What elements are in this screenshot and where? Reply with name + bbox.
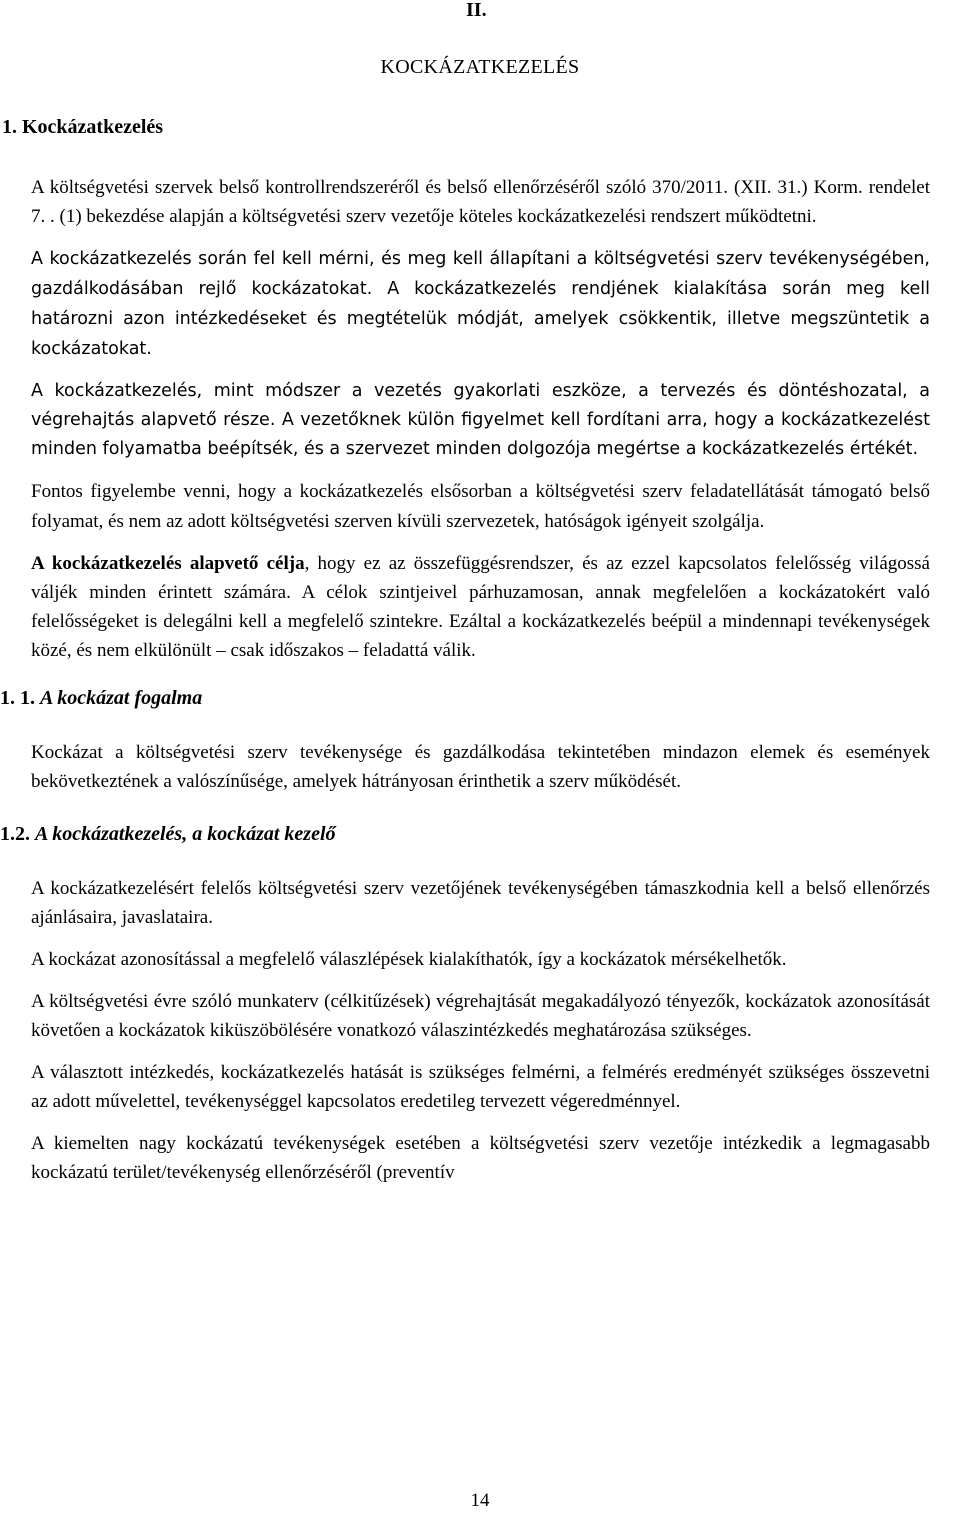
paragraph-legal-basis: A költségvetési szervek belső kontrollrendszeréről és belső ellenőrzéséről szóló 370/2011. (XII. 31.) Korm. rendelet 7. . (1) bekezdése alapján a költségvetési szerv vezetője köteles kockázatkezelési rendszert működtetni. (31, 177, 930, 227)
goal-emphasis: A kockázatkezelés alapvető célja (31, 553, 305, 574)
subsection-number: 1. 1. (0, 687, 35, 709)
subsection-title: A kockázat fogalma (40, 687, 203, 709)
paragraph-goal (31, 549, 930, 665)
section-heading: 1. Kockázatkezelés (2, 116, 164, 138)
chapter-number: II. (466, 0, 487, 21)
page-number: 14 (470, 1490, 490, 1511)
subsection-heading-1-2 (0, 820, 930, 849)
subsection-number: 1.2. (0, 823, 30, 845)
chapter-title: KOCKÁZATKEZELÉS (380, 56, 580, 78)
paragraph-assessment: A kockázatkezelés során fel kell mérni, és meg kell állapítani a költségvetési szerv tevékenységében, gazdálkodásában rejlő kockázatokat. A kockázatkezelés rendjének kialakítása során meg kell határozni azon intézkedéseket és megtételük módját, amelyek csökkentik, illetve megszüntetik a kockázatokat. (31, 249, 930, 359)
paragraph-effect: A választott intézkedés, kockázatkezelés hatását is szükséges felmérni, a felmérés eredményét szükséges összevetni az adott művelettel, tevékenységgel kapcsolatos eredetileg tervezett végeredménnyel. (31, 1062, 930, 1112)
subsection-heading-1-1 (0, 684, 930, 713)
document-body (0, 173, 930, 1200)
paragraph-internal-process-text: Fontos figyelembe venni, hogy a kockázatkezelés elsősorban a költségvetési szerv feladatellátását támogató belső folyamat, és nem az adott költségvetési szerven kívüli szervezetek, hatóságok igényeit szolgálja. (31, 481, 930, 532)
paragraph-internal-process (31, 477, 930, 536)
paragraph-risk-definition: Kockázat a költségvetési szerv tevékenysége és gazdálkodása tekintetében mindazon elemek és események bekövetkeztének a valószínűsége, amelyek hátrányosan érinthetik a szerv működését. (31, 742, 930, 792)
paragraph-workplan: A költségvetési évre szóló munkaterv (célkitűzések) végrehajtását megakadályozó tényezők, kockázatok azonosítását követően a kockázatok kiküszöbölésére vonatkozó válaszintézkedés meghatározása szükséges. (31, 991, 930, 1041)
subsection-title: A kockázatkezelés, a kockázat kezelő (35, 823, 336, 845)
paragraph-responsible: A kockázatkezelésért felelős költségvetési szerv vezetőjének tevékenységében támaszkodnia kell a belső ellenőrzés ajánlásaira, javaslataira. (31, 878, 930, 928)
paragraph-identification: A kockázat azonosítással a megfelelő válaszlépések kialakíthatók, így a kockázatok mérsékelhetők. (31, 949, 787, 970)
goal-text: , hogy ez az összefüggésrendszer, és az ezzel kapcsolatos felelősség világossá váljék minden érintett számára. A célok szintjeivel párhuzamosan, annak megfelelően a kockázatokért való felelősségeket is delegálni kell a megfelelő szintekre. Ezáltal a kockázatkezelés beépül a mindennapi tevékenységek közé, és nem elkülönült – csak időszakos – feladattá válik. (31, 553, 930, 661)
paragraph-high-risk: A kiemelten nagy kockázatú tevékenységek esetében a költségvetési szerv vezetője intézkedik a legmagasabb kockázatú terület/tevékenység ellenőrzéséről (preventív (31, 1133, 930, 1183)
paragraph-method: A kockázatkezelés, mint módszer a vezetés gyakorlati eszköze, a tervezés és döntéshozatal, a végrehajtás alapvető része. A vezetőknek külön figyelmet kell fordítani arra, hogy a kockázatkezelést minden folyamatba beépítsék, és a szervezet minden dolgozója megértse a kockázatkezelés értékét. (31, 381, 930, 459)
